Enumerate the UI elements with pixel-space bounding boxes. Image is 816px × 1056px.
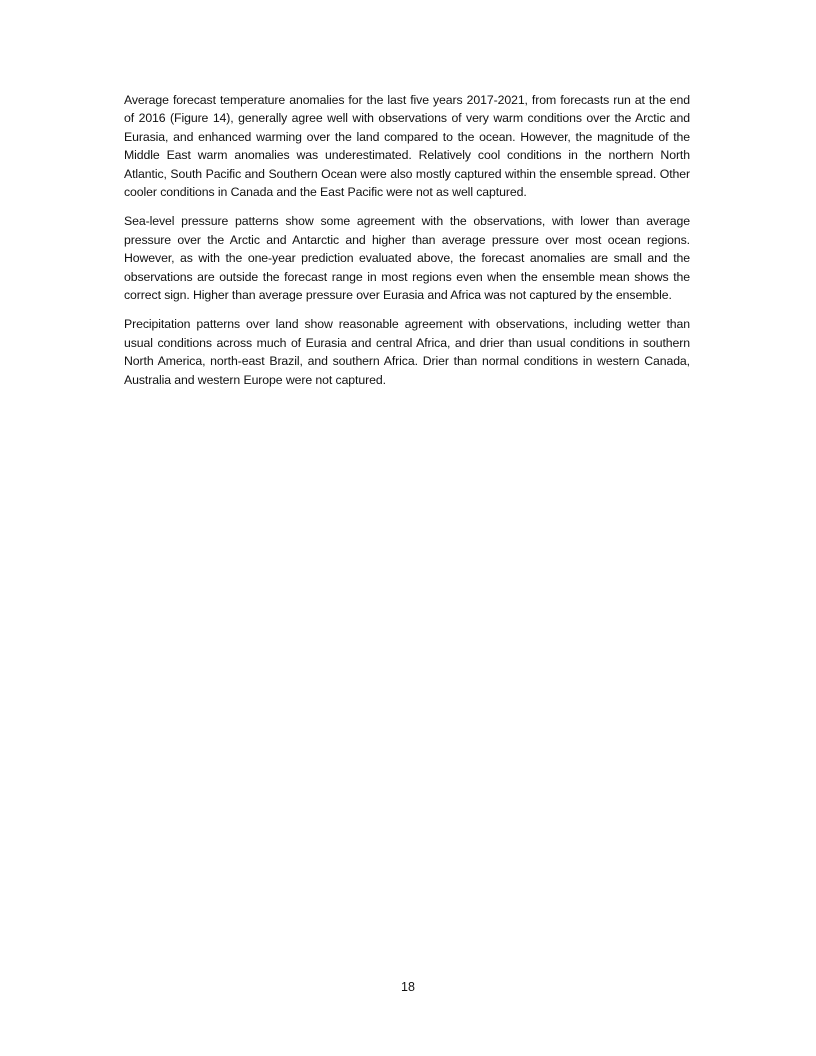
paragraph-precipitation: Precipitation patterns over land show reasonable agreement with observations, including wetter than usual conditions across much of Eurasia and central Africa, and drier than usual conditions in southern North America, north-east Brazil, and southern Africa. Drier than normal conditions in western Canada, Australia and western Europe were not captured. <box>124 317 690 387</box>
paragraph-temperature-anomalies: Average forecast temperature anomalies for the last five years 2017-2021, from forecasts run at the end of 2016 (Figure 14), generally agree well with observations of very warm conditions over the Arctic and Eurasia, and enhanced warming over the land compared to the ocean. However, the magnitude of the Middle East warm anomalies was underestimated. Relatively cool conditions in the northern North Atlantic, South Pacific and Southern Ocean were also mostly captured within the ensemble spread. Other cooler conditions in Canada and the East Pacific were not as well captured. <box>124 93 690 200</box>
page-number: 18 <box>401 980 415 994</box>
paragraph-sea-level-pressure: Sea-level pressure patterns show some agreement with the observations, with lower than average pressure over the Arctic and Antarctic and higher than average pressure over most ocean regions. However, as with the one-year prediction evaluated above, the forecast anomalies are small and the observations are outside the forecast range in most regions even when the ensemble mean shows the correct sign. Higher than average pressure over Eurasia and Africa was not captured by the ensemble. <box>124 214 690 303</box>
body-text <box>124 91 690 400</box>
